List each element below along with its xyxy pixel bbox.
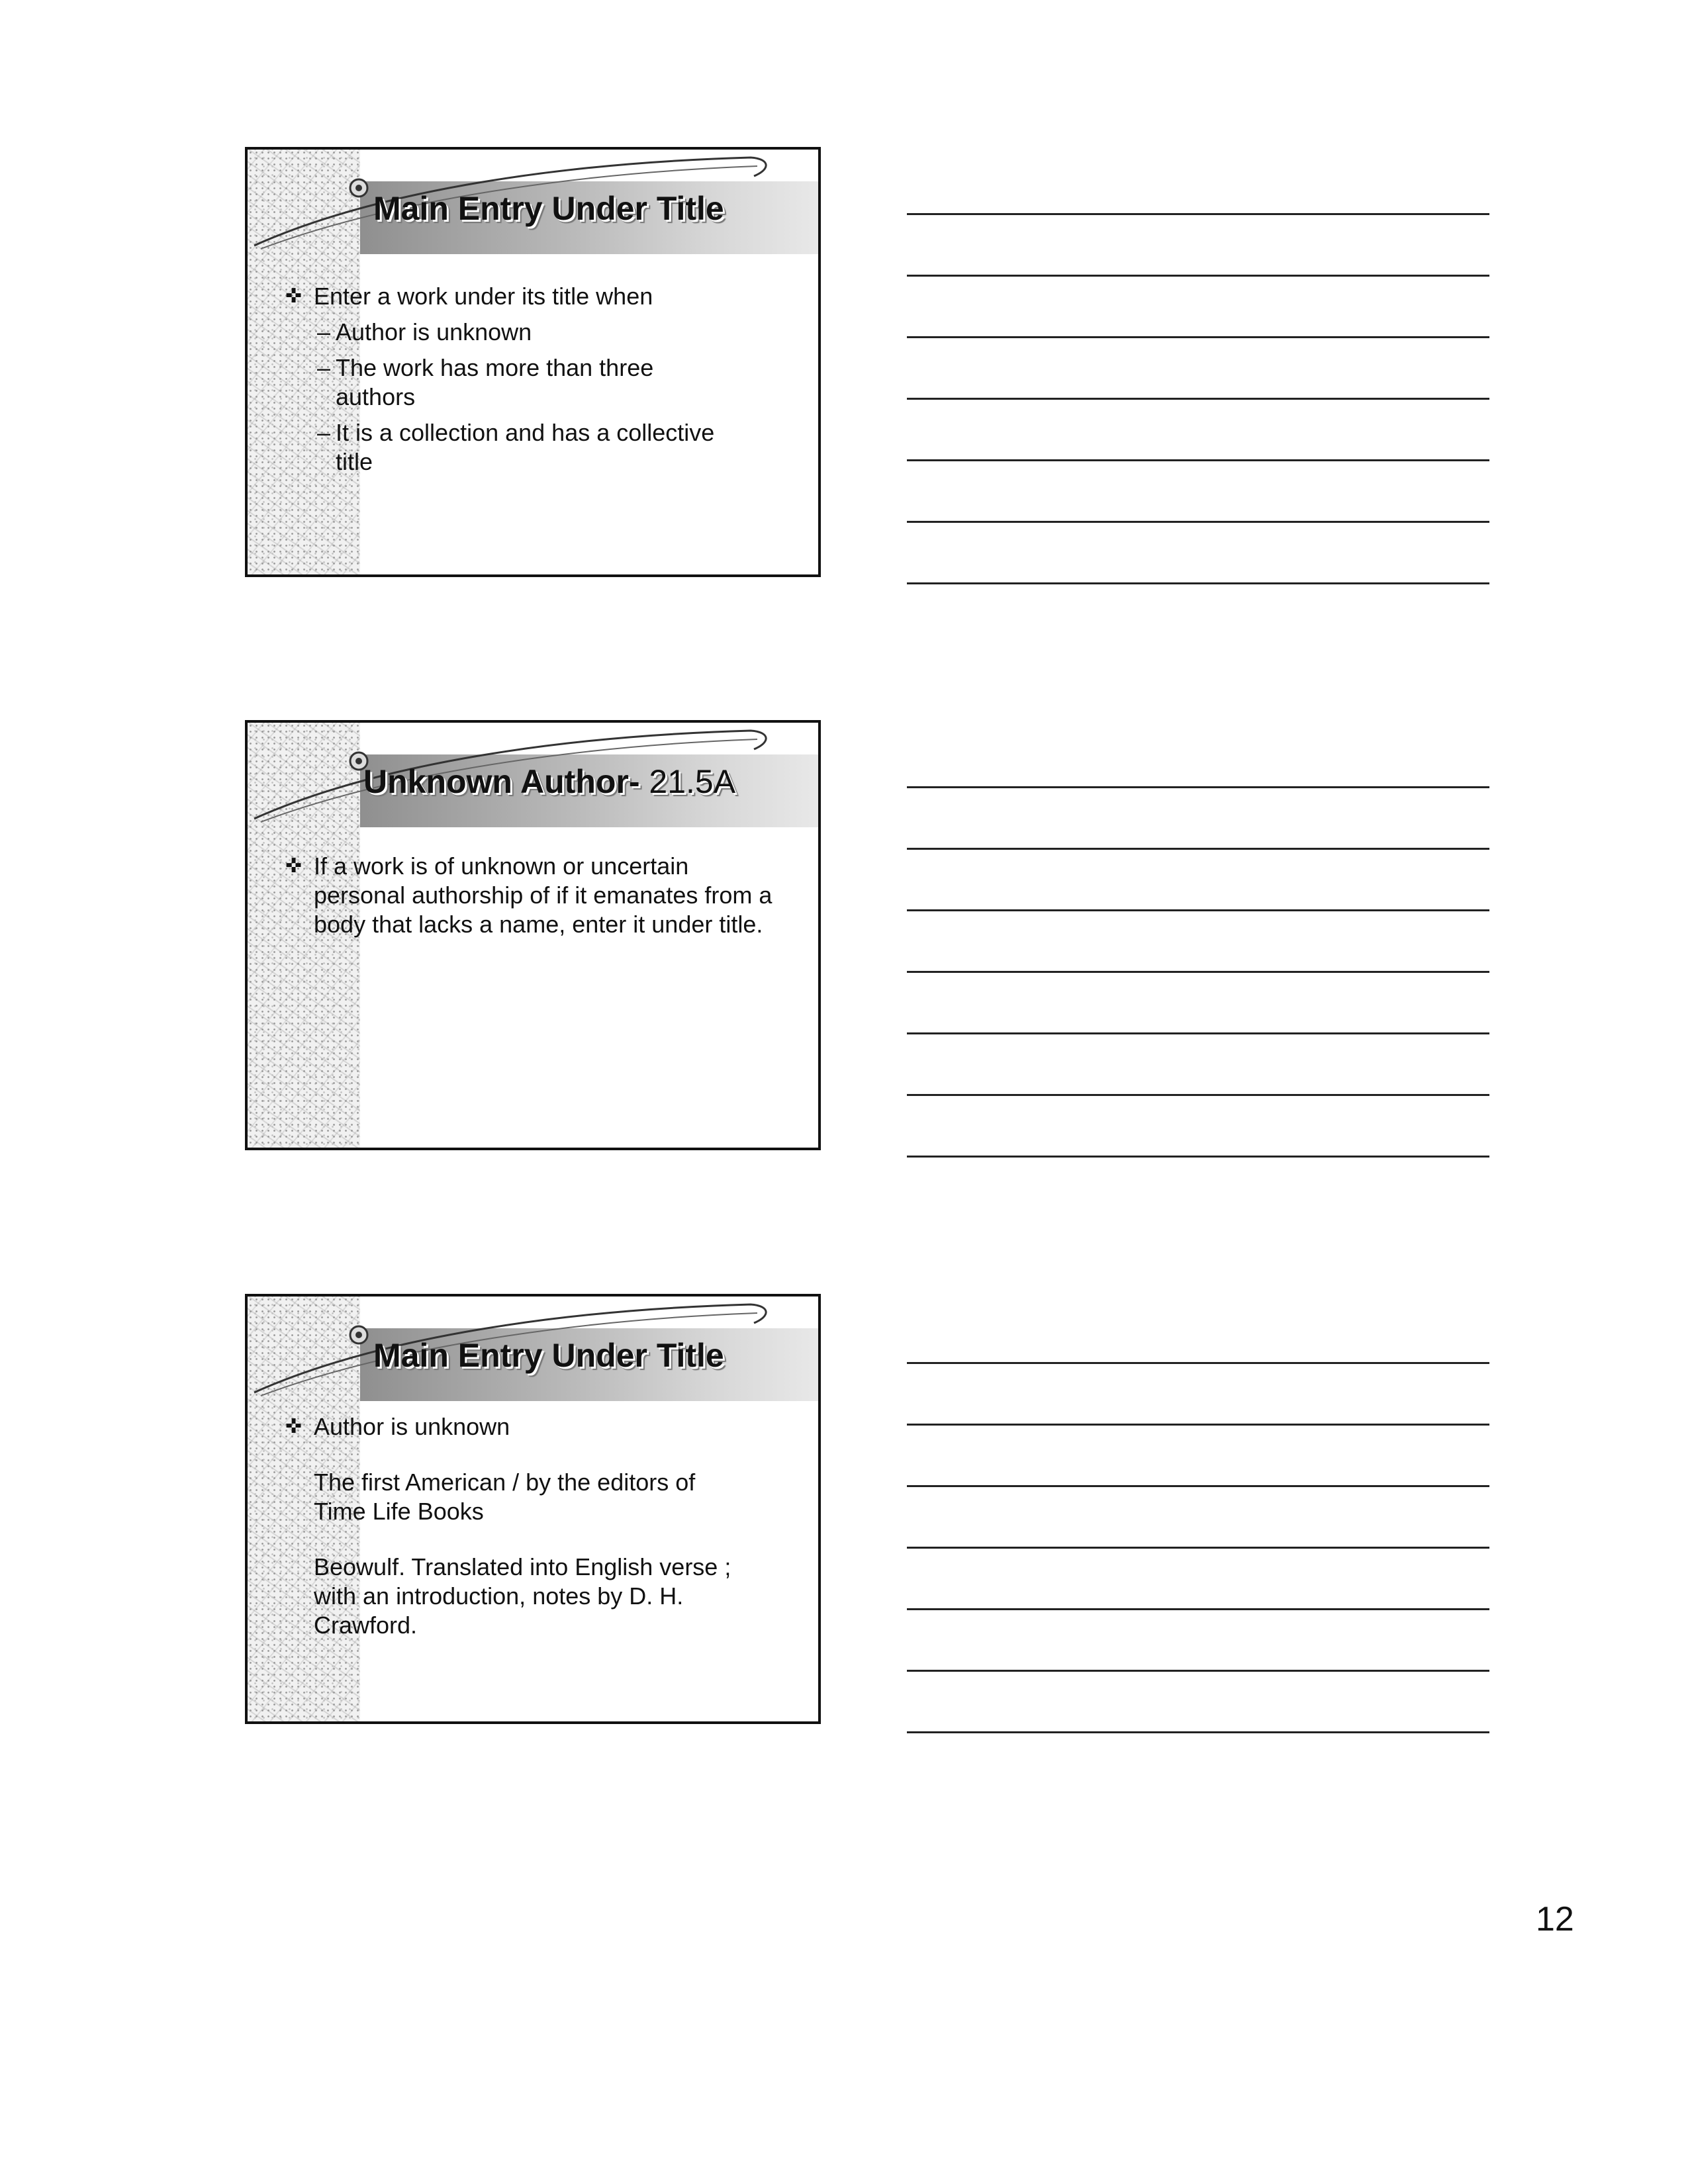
note-line bbox=[907, 398, 1489, 400]
note-line bbox=[907, 1362, 1489, 1364]
note-line bbox=[907, 459, 1489, 461]
note-line bbox=[907, 786, 1489, 788]
bullet-icon: ✜ bbox=[285, 1416, 303, 1437]
note-line bbox=[907, 909, 1489, 911]
note-line bbox=[907, 1608, 1489, 1610]
note-line bbox=[907, 1731, 1489, 1733]
example-paragraph: The first American / by the editors of Time Life Books bbox=[314, 1469, 696, 1525]
slide-title: Unknown Author- 21.5A bbox=[363, 763, 736, 800]
note-line bbox=[907, 971, 1489, 973]
sub-item: – It is a collection and has a collective title bbox=[317, 419, 715, 475]
note-line bbox=[907, 1032, 1489, 1034]
sub-item: – The work has more than three authors bbox=[317, 354, 654, 410]
slide-3 bbox=[245, 1294, 821, 1724]
slide-title: Main Entry Under Title bbox=[373, 190, 724, 227]
note-line bbox=[907, 336, 1489, 338]
bullet-item: ✜ If a work is of unknown or uncertain personal authorship of if it emanates from a body that lacks a name, enter it under title. bbox=[285, 852, 773, 938]
note-line bbox=[907, 1424, 1489, 1426]
note-line bbox=[907, 582, 1489, 584]
bullet-icon: ✜ bbox=[285, 285, 303, 307]
bullet-item: ✜ Author is unknown bbox=[285, 1413, 510, 1440]
note-line bbox=[907, 1485, 1489, 1487]
slide-body bbox=[284, 1412, 807, 1640]
slide-title: Main Entry Under Title bbox=[373, 1337, 724, 1374]
note-line bbox=[907, 521, 1489, 523]
note-line bbox=[907, 275, 1489, 277]
page-number: 12 bbox=[1536, 1900, 1574, 1938]
note-line bbox=[907, 1670, 1489, 1672]
slide-body bbox=[284, 852, 807, 946]
note-line bbox=[907, 1547, 1489, 1549]
bullet-item: ✜ Enter a work under its title when bbox=[285, 283, 653, 310]
sub-item: – Author is unknown bbox=[317, 318, 532, 345]
note-line bbox=[907, 213, 1489, 215]
note-line bbox=[907, 1156, 1489, 1158]
bullet-icon: ✜ bbox=[285, 855, 303, 877]
example-paragraph: Beowulf. Translated into English verse ; with an introduction, notes by D. H. Crawford. bbox=[314, 1553, 731, 1639]
note-line bbox=[907, 1094, 1489, 1096]
slide-2 bbox=[245, 720, 821, 1150]
slide-1 bbox=[245, 147, 821, 577]
slide-body bbox=[284, 282, 807, 483]
note-line bbox=[907, 848, 1489, 850]
